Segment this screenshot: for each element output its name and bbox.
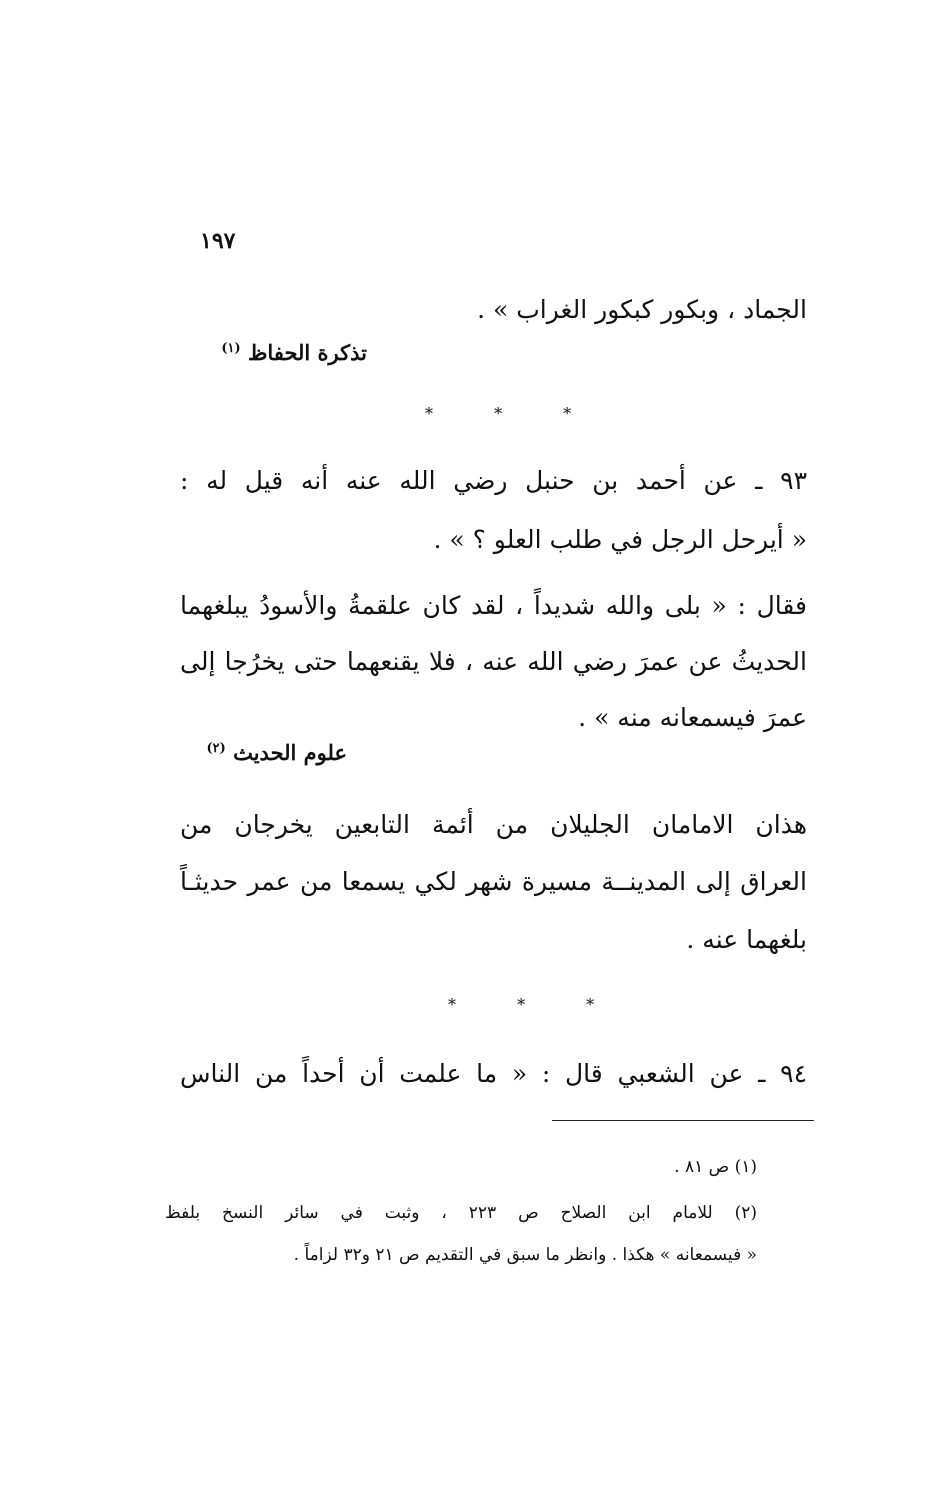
page-number: ١٩٧: [200, 228, 236, 254]
text-line: العراق إلى المدينــة مسيرة شهر لكي يسمعا من عمر حديثـاً: [180, 867, 807, 896]
source-citation: [221, 340, 367, 365]
text-line: الحديثُ عن عمرَ رضي الله عنه ، فلا يقنعهما حتى يخرُجا إلى: [180, 647, 807, 676]
source-title: تذكرة الحفاظ: [248, 340, 367, 365]
text-line: الجماد ، وبكور كبكور الغراب » .: [477, 295, 807, 324]
text-line: ٩٤ ـ عن الشعبي قال : « ما علمت أن أحداً من الناس: [180, 1059, 807, 1088]
text-line: « أيرحل الرجل في طلب العلو ؟ » .: [433, 525, 807, 554]
footnote-2-line-2: « فيسمعانه » هكذا . وانظر ما سبق في التقديم ص ٢١ و٣٢ لزاماً .: [293, 1245, 757, 1265]
text-line: عمرَ فيسمعانه منه » .: [578, 703, 807, 732]
section-separator: * * *: [425, 404, 600, 423]
source-citation: [206, 740, 347, 765]
text-line: بلغهما عنه .: [686, 925, 807, 954]
text-line: هذان الامامان الجليلان من أئمة التابعين يخرجان من: [180, 810, 807, 839]
text-line: فقال : « بلى والله شديداً ، لقد كان علقمةُ والأسودُ يبلغهما: [180, 591, 807, 620]
text-line: ٩٣ ـ عن أحمد بن حنبل رضي الله عنه أنه قيل له :: [180, 466, 807, 495]
source-title: علوم الحديث: [233, 740, 347, 765]
footnote-marker: (٢): [206, 741, 226, 756]
footnote-2-line-1: (٢) للامام ابن الصلاح ص ٢٢٣ ، وثبت في سائر النسخ بلفظ: [165, 1203, 757, 1223]
section-separator: * * *: [448, 995, 623, 1014]
footnote-marker: (١): [221, 341, 241, 356]
footnote-divider: [552, 1120, 814, 1121]
footnote-1: (١) ص ٨١ .: [674, 1157, 757, 1177]
